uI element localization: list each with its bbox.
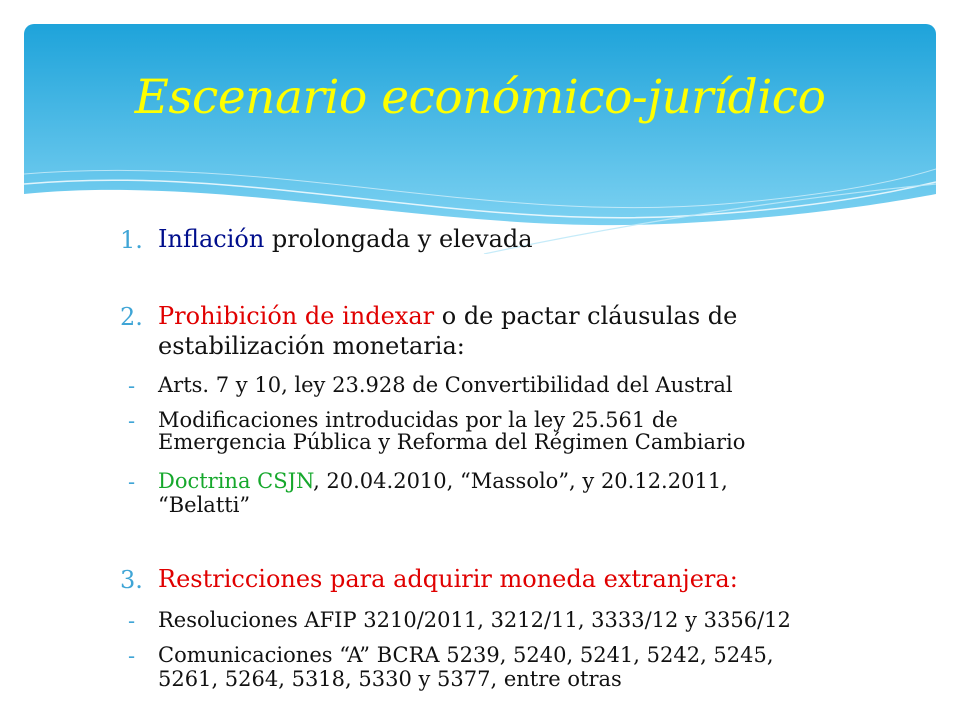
dash-3-2: -	[128, 644, 136, 668]
inflacion-keyword: Inflación	[158, 225, 265, 253]
list-item-3	[158, 566, 738, 593]
subitem-2-2-line2: Emergencia Pública y Reforma del Régimen Cambiario	[158, 430, 746, 454]
item-number-2: 2.	[120, 303, 143, 331]
item-1-text: prolongada y elevada	[264, 225, 533, 253]
prohibicion-keyword: Prohibición de indexar	[158, 302, 435, 330]
slide-title: Escenario económico-jurídico	[134, 70, 826, 125]
subitem-2-3-line2: “Belatti”	[158, 493, 251, 517]
subitem-3-1: Resoluciones AFIP 3210/2011, 3212/11, 3333/12 y 3356/12	[158, 608, 791, 632]
subitem-3-2-line1: Comunicaciones “A” BCRA 5239, 5240, 5241, 5242, 5245,	[158, 643, 774, 667]
dash-2-2: -	[128, 409, 136, 433]
doctrina-keyword: Doctrina CSJN	[158, 469, 314, 493]
dash-3-1: -	[128, 609, 136, 633]
dash-2-1: -	[128, 374, 136, 398]
subitem-2-3-line1	[158, 470, 728, 492]
subitem-3-2-line2: 5261, 5264, 5318, 5330 y 5377, entre otras	[158, 667, 622, 691]
subitem-2-3-text: , 20.04.2010, “Massolo”, y 20.12.2011,	[313, 469, 728, 493]
item-number-3: 3.	[120, 566, 143, 594]
list-item-2	[158, 303, 737, 330]
dash-2-3: -	[128, 470, 136, 494]
list-item-1	[158, 226, 533, 253]
subitem-2-2-line1: Modificaciones introducidas por la ley 25.561 de	[158, 408, 678, 432]
restricciones-keyword: Restricciones para adquirir moneda extranjera:	[158, 565, 738, 593]
item-2-text-line2: estabilización monetaria:	[158, 332, 465, 360]
subitem-2-1: Arts. 7 y 10, ley 23.928 de Convertibilidad del Austral	[158, 373, 733, 397]
item-number-1: 1.	[120, 226, 143, 254]
item-2-text-line1: o de pactar cláusulas de	[434, 302, 738, 330]
